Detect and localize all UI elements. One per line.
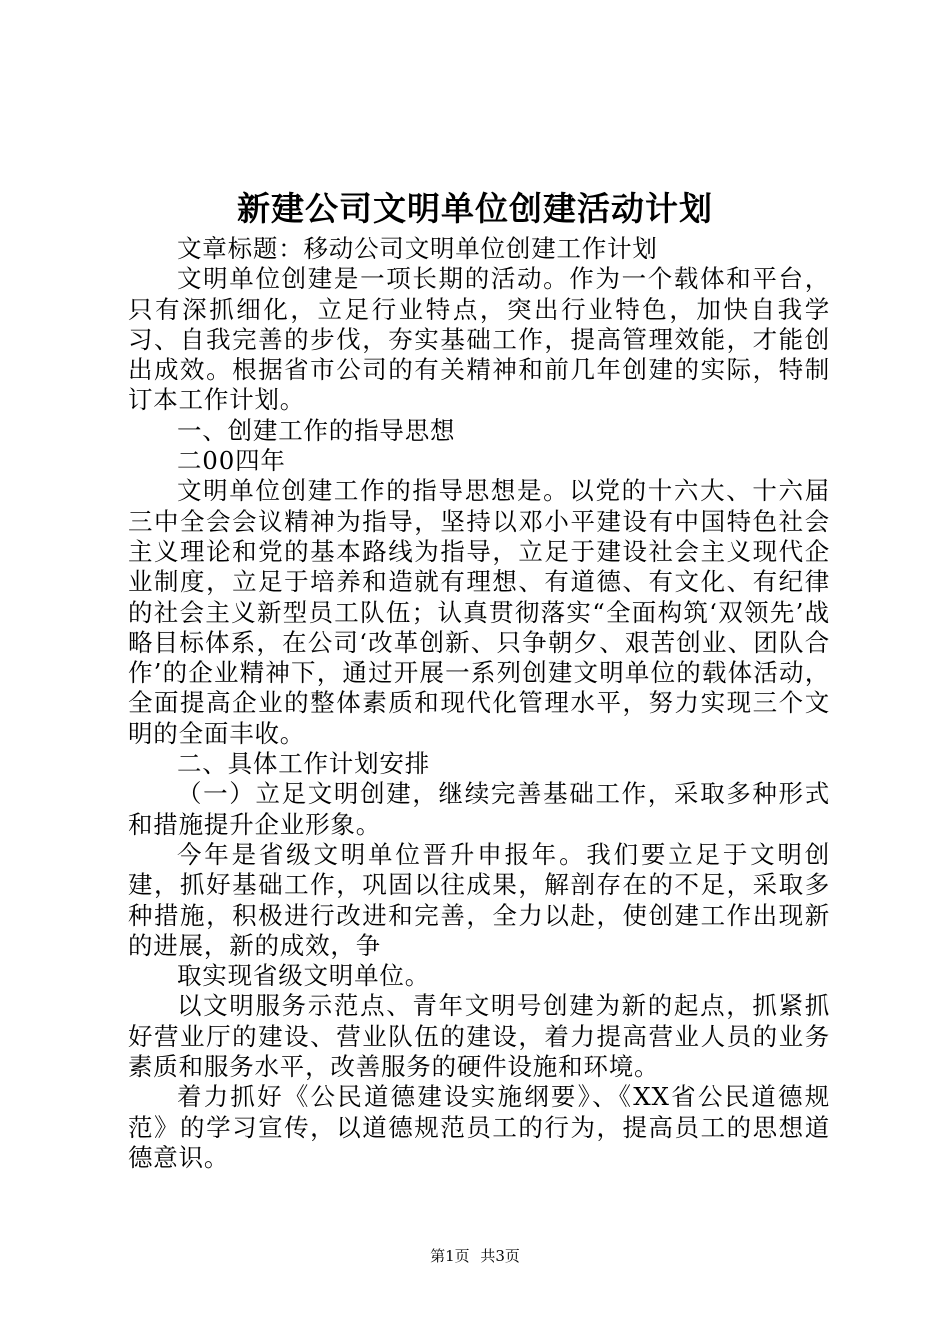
document-body: [128, 234, 830, 1173]
document-title: 新建公司文明单位创建活动计划: [237, 189, 713, 228]
page-number: 第1页: [430, 1247, 470, 1265]
article-title-line: 文章标题：移动公司文明单位创建工作计划: [177, 234, 658, 263]
service-demo-paragraph: 以文明服务示范点、青年文明号创建为新的起点，抓紧抓好营业厅的建设、营业队伍的建设，着力提高营业人员的业务素质和服务水平，改善服务的硬件设施和环境。: [128, 991, 830, 1082]
intro-paragraph: 文明单位创建是一项长期的活动。作为一个载体和平台，只有深抓细化，立足行业特点，突出行业特色，加快自我学习、自我完善的步伐，夯实基础工作，提高管理效能，才能创出成效。根据省市公司的有关精神和前几年创建的实际，特制订本工作计划。: [128, 264, 830, 415]
annual-goal-continuation: 取实现省级文明单位。: [177, 961, 430, 991]
subsection-heading-1: （一）立足文明创建，继续完善基础工作，采取多种形式和措施提升企业形象。: [128, 779, 830, 839]
page-total: 共3页: [480, 1247, 520, 1265]
year-line: 二00四年: [177, 446, 286, 476]
section-heading-1: 一、创建工作的指导思想: [177, 415, 456, 445]
page-footer: [0, 1246, 950, 1266]
annual-goal-paragraph: 今年是省级文明单位晋升申报年。我们要立足于文明创建，抓好基础工作，巩固以往成果，解剖存在的不足，采取多种措施，积极进行改进和完善，全力以赴，使创建工作出现新的进展，新的成效，争: [128, 839, 830, 960]
section-heading-2: 二、具体工作计划安排: [177, 749, 430, 779]
guiding-ideology-paragraph: 文明单位创建工作的指导思想是。以党的十六大、十六届三中全会会议精神为指导，坚持以邓小平建设有中国特色社会主义理论和党的基本路线为指导，立足于建设社会主义现代企业制度，立足于培养和造就有理想、有道德、有文化、有纪律的社会主义新型员工队伍；认真贯彻落实“全面构筑‘双领先’战略目标体系，在公司‘改革创新、只争朝夕、艰苦创业、团队合作’的企业精神下，通过开展一系列创建文明单位的载体活动，全面提高企业的整体素质和现代化管理水平，努力实现三个文明的全面丰收。: [128, 476, 830, 748]
moral-education-paragraph: 着力抓好《公民道德建设实施纲要》、《XX省公民道德规范》的学习宣传，以道德规范员工的行为，提高员工的思想道德意识。: [128, 1082, 830, 1172]
